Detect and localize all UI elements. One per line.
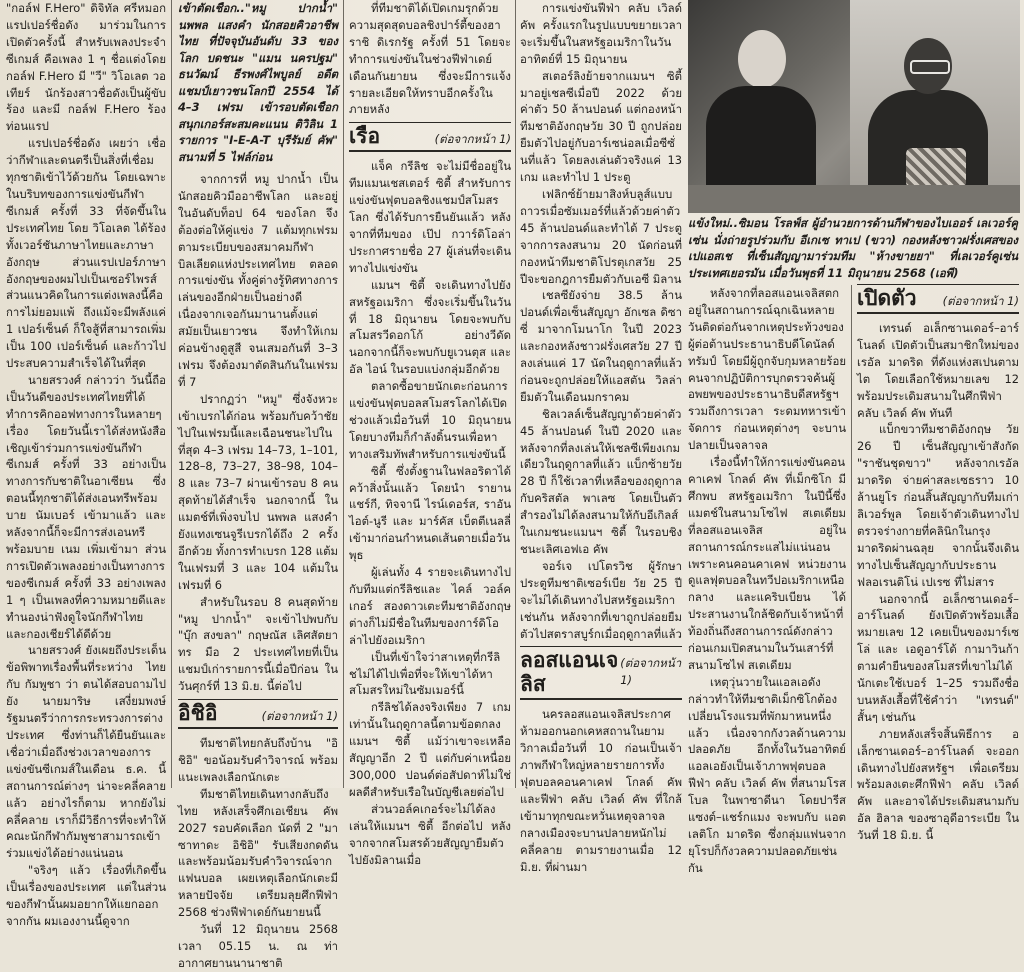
continued-ref: (ต่อจากหน้า 1) <box>261 709 338 724</box>
column-divider <box>851 285 852 788</box>
section-title: เปิดตัว <box>857 285 917 310</box>
paragraph: สำหรับในรอบ 8 คนสุดท้าย "หมู ปากน้ำ" จะเข้าไปพบกับ "บุ๊ก สงขลา" กฤษณัส เลิศสัตยาทร มือ 2 ประเทศไทยที่เป็นแชมป์เก่ารายการนี้เมื่อปีก่อน ในวันศุกร์ที่ 13 มิ.ย. นี้ต่อไป <box>178 594 338 694</box>
paragraph: ตลาดซื้อขายนักเตะก่อนการแข่งขันฟุตบอลสโมสรโลกได้เปิดช่วงแล้วเมื่อวันที่ 10 มิถุนายน โดยบางทีมก็กำลังดิ้นรนเพื่อหาทางเสริมทัพสำหรับการแข่งขันนี้ <box>349 379 511 461</box>
paragraph: แรปเปอร์ชื่อดัง เผยว่า เชื่อว่ากีฬาและดนตรีเป็นสิ่งที่เชื่อมทุกชาติเข้าไว้ด้วยกัน โดยเฉพาะในบริบทของการแข่งขันกีฬาซีเกมส์ ครั้งที่ 33 ที่จัดขึ้นในประเทศไทย โดย วิโอเลต ได้ร้องทั้งเวอร์ชันภาษาไทยและภาษาอังกฤษ ส่วนแรปเปอร์ภาษาอังกฤษของผมไปเป็นเซอร์ไพรส์ ส่วนแนวคิดในการแต่งเพลงนี้คือ การไม่ยอมแพ้ ถึงแม้จะมีพลังแค่ 1 เปอร์เซ็นต์ ก็ใจสู้ที่สามารถเพิ่มเป็น 100 เปอร์เซ็นต์ และก้าวไปประสบความสำเร็จได้ในที่สุด <box>6 136 166 371</box>
paragraph: เชลซียังจ่าย 38.5 ล้านปอนด์เพื่อเซ็นสัญญา อักเซล ดิซาซี่ มาจากโมนาโก ในปี 2023 และกองหลังชาวฝรั่งเศสวัย 27 ปี ลงเล่นแค่ 17 นัดในฤดูกาลที่แล้ว ก่อนจะถูกปล่อยให้แอสตัน วิลล่า ยืมตัวในเดือนมกราคม <box>520 288 682 404</box>
paragraph: แจ็ค กรีลิช จะไม่มีชื่ออยู่ในทีมแมนเชสเตอร์ ซิตี้ สำหรับการแข่งขันฟุตบอลชิงแชมป์สโมสรโลก ซึ่งได้รับการยืนยันแล้ว หลังจากที่ทีมของ เป๊ป กวาร์ดิโอล่า ประกาศรายชื่อ 27 ผู้เล่นที่จะเดินทางไปแข่งขัน <box>349 159 511 275</box>
section-title: ลอสแอนเจลิส <box>520 647 619 697</box>
press-photo <box>688 0 1020 213</box>
article-column-3 <box>349 0 511 867</box>
section-header-ishii <box>178 699 338 729</box>
photo-table <box>688 185 1020 213</box>
paragraph: จอร์เจ เปโตรวิช ผู้รักษาประตูทีมชาติเซอร์เบีย วัย 25 ปี จะไม่ได้เดินทางไปสหรัฐอเมริกาเช่นกัน หลังจากที่เขาถูกปล่อยยืมตัวไปสตราสบูร์กเมื่อฤดูกาลที่แล้ว <box>520 558 682 641</box>
paragraph: ส่วนวอล์คเกอร์จะไม่ได้ลงเล่นให้แมนฯ ซิตี้ อีกต่อไป หลังจากจากสโมสรด้วยสัญญายืมตัวไปยังมิลานเมื่อ <box>349 801 511 867</box>
photo-caption-snooker: เข้าตัดเชือก.."หมู ปากน้ำ" นพพล แสงคำ นักสอยคิวอาชีพไทย ที่ปัจจุบันอันดับ 33 ของโลก บดชนะ "แมน นครปฐม" ธนวัฒน์ ธีรพงศ์ไพบูลย์ อดีตแชมป์เยาวชนโลกปี 2554 ได้ 4–3 เฟรม เข้ารอบตัดเชือกสนุกเกอร์สะสมคะแนน ติวิลิน 1 รายการ "I-E-A-T บุรีรัมย์ คัพ" สนามที่ 5 ไฟล์ก่อน <box>178 1 338 164</box>
paragraph: นครลอสแอนเจลิสประกาศห้ามออกนอกเคหสถานในยามวิกาลเมื่อวันที่ 10 ก่อนเป็นเจ้าภาพกีฬาใหญ่หลายรายการทั้งฟุตบอลคอนคาเคฟ โกลด์ คัพ และฟีฟ่า คลับ เวิลด์ คัพ ที่ใกล้เข้ามาทุกขณะหวั่นเหตุจลาจลกลางเมืองจะบานปลายหนักไม่คลี่คลาย ตามรายงานเมื่อ 12 มิ.ย. ที่ผ่านมา <box>520 707 682 874</box>
paragraph: สเตอร์ลิงย้ายจากแมนฯ ซิตี้ มาอยู่เชลซีเมื่อปี 2022 ด้วยค่าตัว 50 ล้านปอนด์ แต่กองหน้าทีมชาติอังกฤษวัย 30 ปี ถูกปล่อยยืมตัวไปอยู่กับอาร์เซน่อลเมื่อซีซั่นที่แล้ว โดยลงเล่นตัวจริงแค่ 13 เกม และทำไป 1 ประตู <box>520 68 682 185</box>
paragraph: เรื่องนี้ทำให้การแข่งขันคอนคาเคฟ โกลด์ คัพ ที่เม็กซิโก มีศึกพบ สหรัฐอเมริกา ในปีนี้ซึ่งแมตช์ในสนามโซไฟ สเตเดียม ที่ลอสแอนเจลิส อยู่ในสถานการณ์กระแสไม่แน่นอนเพราะคนคอนคาเคฟ หน่วยงานดูแลฟุตบอลในทวีปอเมริกาเหนือ กลาง และแคริบเบียน ได้ประสานงานใกล้ชิดกับเจ้าหน้าที่ท้องถิ่นถึงสถานการณ์ดังกล่าว ก่อนเกมเปิดสนามในวันเสาร์ที่สนามโซไฟ สเตเดียม <box>688 455 846 672</box>
continued-ref: (ต่อจากหน้า 1) <box>434 132 511 147</box>
photo-jersey <box>906 148 966 188</box>
article-column-2 <box>178 0 338 970</box>
article-column-4 <box>520 0 682 874</box>
article-column-6 <box>857 280 1019 843</box>
continued-ref: (ต่อจากหน้า 1) <box>942 294 1019 308</box>
column-divider <box>515 0 516 788</box>
paragraph: ทีมชาติไทยกลับถึงบ้าน "อิชิอิ" ขอน้อมรับคำวิจารณ์ พร้อมแนะเพลงเลือกนักเตะ <box>178 736 338 784</box>
paragraph: แบ็กขวาทีมชาติอังกฤษ วัย 26 ปี เซ็นสัญญาเข้าสังกัด "ราชันชุดขาว" หลังจากเรอัล มาดริด จ่ายค่าสละเซธราว 10 ล้านยูโร ก่อนสิ้นสัญญากับทีมเก่าลิเวอร์พูล โดยเจ้าตัวเดินทางไปตรวจร่างกายที่คลินิกในกรุงมาดริดผ่านฉลุย จากนั้นจึงเดินทางไปเซ็นสัญญากับประธานฟลอเรนติโน่ เปเรซ ที่ไม่สาร <box>857 422 1019 589</box>
paragraph: ชิลเวลล์เซ็นสัญญาด้วยค่าตัว 45 ล้านปอนด์ ในปี 2020 และหลังจากที่ลงเล่นให้เชลซีเพียงเกมเดียวในฤดูกาลที่แล้ว แบ็กซ้ายวัย 28 ปี ก็ใช้เวลาที่เหลือของฤดูกาลกับคริสตัล พาเลซ โดยเป็นตัวสำรองไม่ได้ลงสนามให้กับอีเกิลส์ในเกมชนะแมนฯ ซิตี้ ในรอบชิงชนะเลิศเอฟเอ คัพ <box>520 406 682 556</box>
paragraph: จากการที่ หมู ปากน้ำ เป็นนักสอยคิวมืออาชีพโลก และอยู่ในอันดับท็อป 64 ของโลก จึงต้องต่อให้คู่แข่ง 7 แต้มทุกเฟรม ตามระเบียบของสมาคมกีฬาบิลเลียดแห่งประเทศไทย ตลอดการแข่งขัน ทั้งคู่ต่างรู้ทิศทางการเล่นของอีกฝ่ายเป็นอย่างดี เนื่องจากเจอกันมานานตั้งแต่สมัยเป็นเยาวชน จึงทำให้เกมค่อนข้างดูสูสี จนเสมอกันที่ 3–3 เฟรม จึงต้องมาตัดสินกันในเฟรมที่ 7 <box>178 172 338 389</box>
article-column-5-body <box>688 285 846 875</box>
paragraph: "จริงๆ แล้ว เรื่องที่เกิดขึ้นเป็นเรื่องของประเทศ แต่ในส่วนของกีฬานั้นผมอยากให้แยกออกจากกัน ผมเองงานนี้ดูจาก <box>6 863 166 928</box>
section-title: เรือ <box>349 123 381 149</box>
paragraph: "กอล์ฟ F.Hero" ดิจิทัล ศรีหมอก แรปเปอร์ชื่อดัง มาร่วมในการเปิดตัวครั้งนี้ สำหรับเพลงประจำซีเกมส์ คือเพลง 1 ๆ ชื่อแต่งโดย กอล์ฟ F.Hero มี "วี" วิโอเลต วอเทียร์ นักร้องสาวชื่อดังเป็นผู้ขับร้อง และมี กอล์ฟ F.Hero ร้องท่อนแรป <box>6 1 166 134</box>
paragraph: เทรนต์ อเล็กซานเดอร์–อาร์โนลด์ เปิดตัวเป็นสมาชิกใหม่ของเรอัล มาดริด ที่ดังแห่งสเปนตามไต โดยเลือกใช้หมายเลข 12 พร้อมประเดิมสนามในศึกฟีฟ่า คลับ เวิลด์ คัพ ทันที <box>857 321 1019 420</box>
column-divider <box>343 0 344 788</box>
paragraph: วันที่ 12 มิถุนายน 2568 เวลา 05.15 น. ณ ท่าอากาศยานนานาชาติ <box>178 922 338 970</box>
section-header-los-angeles <box>520 646 682 700</box>
section-header-debut <box>857 284 1019 314</box>
paragraph: การแข่งขันฟีฟ่า คลับ เวิลด์ คัพ ครั้งแรกในรูปแบบขยายเวลาจะเริ่มขึ้นในสหรัฐอเมริกาในวันอาทิตย์ที่ 15 มิถุนายน <box>520 1 682 66</box>
paragraph: ซิตี้ ซึ่งตั้งฐานในฟลอริดาได้คว้าสิ่งนั้นแล้ว โดยนำ รายาน แชร์กี, ทิจจานี ไรน์เดอร์ส, ราอัน ไอต์-นูรี และ มาร์คัส เบ็ตตีเนลลี่ เข้ามาก่อนกำหนดเส้นตายเมื่อวันพุธ <box>349 463 511 563</box>
paragraph: นอกจากนี้ อเล็กซานเดอร์–อาร์โนลด์ ยังเปิดตัวพร้อมเสื้อหมายเลข 12 เคยเป็นของมาร์เซโล่ และ เอดูอาร์โด้ กามาวินก้า ตามคำยืนของสโมสรที่เขาไม่ได้นักเตะใช้เบอร์ 1–25 รวมถึงชื่อบนหลังเสื้อที่ใช้คำว่า "เทรนต์" สั้นๆ เช่นกัน <box>857 591 1019 724</box>
photo-caption-leverkusen: แข้งใหม่..ซิมอน โรลฟ์ส ผู้อำนวยการด้านกีฬาของไบเออร์ เลเวอร์คูเซ่น นั่งถ่ายรูปร่วมกับ อีเกเซ ทาเป (ขวา) กองหลังชาวฝรั่งเศสของเปแอสเช ที่เซ็นสัญญามาร่วมทีม "ห้างขายยา" ที่เลเวอร์คูเซ่น ประเทศเยอรมัน เมื่อวันพุธที่ 11 มิถุนายน 2568 (เอพี) <box>688 216 1018 280</box>
paragraph: ปรากฏว่า "หมู" ซึ่งจังหวะเข้าเบรกได้ก่อน พร้อมกับคว้าชัยไปในเฟรมนี้และเฉือนชนะไปในที่สุด 4–3 เฟรม 14–73, 1–101, 128–8, 73–27, 38–98, 104–8 และ 73–7 ผ่านเข้ารอบ 8 คนสุดท้ายได้สำเร็จ นอกจากนี้ ในแมตช์ที่เพิ่งจบไป นพพล แสงคำ ยังแทงเซนจูรีเบรกได้ถึง 2 ครั้งอีกด้วย ทั้งการทำเบรก 128 แต้มในเฟรมที่ 3 และ 104 แต้มในเฟรมที่ 6 <box>178 391 338 592</box>
paragraph: แมนฯ ซิตี้ จะเดินทางไปยังสหรัฐอเมริกา ซึ่งจะเริ่มขึ้นในวันที่ 18 มิถุนายน โดยจะพบกับสโมสรวีดอกโก้ อย่างวีดัด นอกจากนี้ก็จะพบกับยูเวนตุส และอัล ไอน์ ในรอบแบ่งกลุ่มอีกด้วย <box>349 277 511 377</box>
paragraph: นายสรวงศ์ ยังเผยถึงประเด็นข้อพิพาทเรื่องพื้นที่ระหว่าง ไทย กับ กัมพูชา ว่า ตนได้สอบถามไปยัง นายมาริษ เสงี่ยมพงษ์ รัฐมนตรีว่าการกระทรวงการต่างประเทศ ซึ่งท่านก็ได้ยืนยันและเชื่อว่าเมื่อถึงช่วงเวลาของการแข่งขันซีเกมส์ในเดือน ธ.ค. นี้ สถานการณ์ต่างๆ น่าจะคลี่คลายแล้ว อย่างไรก็ตาม หากยังไม่คลี่คลาย เราก็มีวิธีการที่จะทำให้คณะนักกีฬากัมพูชาสามารถเข้าร่วมแข่งได้อย่างแน่นอน <box>6 643 166 861</box>
paragraph: เหตุวุ่นวายในแอลเอดังกล่าวทำให้ทีมชาติเม็กซิโกต้องเปลี่ยนโรงแรมที่พักมาหนหนึ่งแล้ว เนื่องจากกังวลด้านความปลอดภัย อีกทั้งในวันอาทิตย์ แอลเอยังเป็นเจ้าภาพฟุตบอลฟีฟ่า คลับ เวิลด์ คัพ ที่สนามโรสโบล ในพาซาดีนา โดยปารีส แซงต์–แชร์กแมง จะพบกับ แอตเลติโก มาดริด ซึ่งกลุ่มแฟนจากยุโรปก็กังวลความปลอดภัยเช่นกัน <box>688 674 846 875</box>
paragraph: ทีมชาติไทยเดินทางกลับถึงไทย หลังเสร็จศึกเอเชียน คัพ 2027 รอบคัดเลือก นัดที่ 2 "มาซาทาดะ อิชิอิ" รับเสียงกดดัน และพร้อมน้อมรับคำวิจารณ์จากแฟนบอล เผยเหตุเลือกนักเตะมีหลายปัจจัย เตรียมลุยศึกฟีฟ่า 2568 ช่วงฟีฟ่าเดย์กันยายนนี้ <box>178 786 338 920</box>
paragraph: กรีลิชได้ลงจริงเพียง 7 เกมเท่านั้นในฤดูกาลนี้ตามข้อตกลงแมนฯ ซิตี้ แม้ว่าเขาจะเหลือสัญญาอีก 2 ปี แต่กับค่าเหนื่อย 300,000 ปอนด์ต่อสัปดาห์ไม่ใช่ผลดีสำหรับเรือในบัญชีเลยต่อไป <box>349 700 511 799</box>
column-divider <box>171 0 172 788</box>
paragraph: เฟลิกซ์ย้ายมาสิงห์บลูส์แบบถาวรเมื่อซัมเมอร์ที่แล้วด้วยค่าตัว 45 ล้านปอนด์และทำได้ 7 ประตู จากการลงสนาม 20 นัดก่อนที่กองหน้าทีมชาติโปรตุเกสวัย 25 ปีจะขอกฎการยืมตัวกับเอซี มิลาน <box>520 186 682 286</box>
article-column-1 <box>6 0 166 928</box>
paragraph: หลังจากที่ลอสแอนเจลิสตกอยู่ในสถานการณ์ฉุกเฉินหลายวันติดต่อกันจากเหตุประท้วงของผู้ต่อต้านประธานาธิบดีโดนัลด์ ทรัมป์ โดยมีผู้ถูกจับกุมหลายร้อยคนจากปฏิบัติการบุกตรวจค้นผู้อพยพของประธานาธิบดีสหรัฐฯ รวมถึงการเวลา ระดมทหารเข้าจัดการ ก่อนเหตุต่างๆ จะบานปลายเป็นจลาจล <box>688 286 846 453</box>
paragraph: ที่ทีมชาติได้เปิดเกมรุกด้วยความสุดสุดบอลชิงปาร์ตี้ของฮาราชิ ดิเรกรัฐ ครั้งที่ 51 โดยจะทำการแข่งขันในช่วงฟีฟ่าเดย์เดือนกันยายน ซึ่งจะมีการแจ้งรายละเอียดให้ทราบอีกครั้งในภายหลัง <box>349 1 511 117</box>
section-title: อิชิอิ <box>178 700 218 726</box>
section-header-ruea <box>349 122 511 152</box>
paragraph: ภายหลังเสร็จสิ้นพิธีการ อเล็กซานเดอร์–อาร์โนลด์ จะออกเดินทางไปยังสหรัฐฯ เพื่อเตรียมพร้อมลงเตะศึกฟีฟ่า คลับ เวิลด์ คัพ และอาจได้ประเดิมสนามกับอัล ฮิลาล ของซาอุดีอาระเบีย ในวันที่ 18 มิ.ย. นี้ <box>857 726 1019 843</box>
paragraph: ผู้เล่นทั้ง 4 รายจะเดินทางไปกับทีมแต่กรีลิชและ ไคล์ วอล์คเกอร์ สองดาวเตะทีมชาติอังกฤษต่างก็ไม่มีชื่อในทีมของการ์ดิโอล่าไปยังอเมริกา <box>349 565 511 647</box>
paragraph: เป็นที่เข้าใจว่าสาเหตุที่กรีลิชไม่ได้ไปเพื่อที่จะให้เขาได้หาสโมสรใหม่ในซัมเมอร์นี้ <box>349 649 501 698</box>
continued-ref: (ต่อจากหน้า 1) <box>620 656 682 688</box>
paragraph: นายสรวงศ์ กล่าวว่า วันนี้ถือเป็นวันดีของประเทศไทยที่ได้ทำการคิกออฟทางการในหลายๆ เรื่อง โดยวันนี้เราได้ส่งหนังสือเชิญเข้าร่วมการแข่งขันกีฬาซีเกมส์ ครั้งที่ 33 อย่างเป็นทางการกับชาติในอาเซียน ซึ่งตอนนี้ทุกชาติได้ส่งเอนทรีพร้อม บาย นัมเบอร์ เข้ามาแล้ว และหลังจากนี้ก็จะมีการส่งเอนทรีพร้อมบาย เนม เพิ่มเข้ามา ส่วนการเปิดตัวเพลงอย่างเป็นทางการของซีเกมส์ ครั้งที่ 33 อย่างเพลง 1 ๆ เป็นเพลงที่ความหมายดีและทำนองน่าฟังดูใจนักกีฬาไทย และกองเชียร์ได้ดีด้วย <box>6 372 166 641</box>
